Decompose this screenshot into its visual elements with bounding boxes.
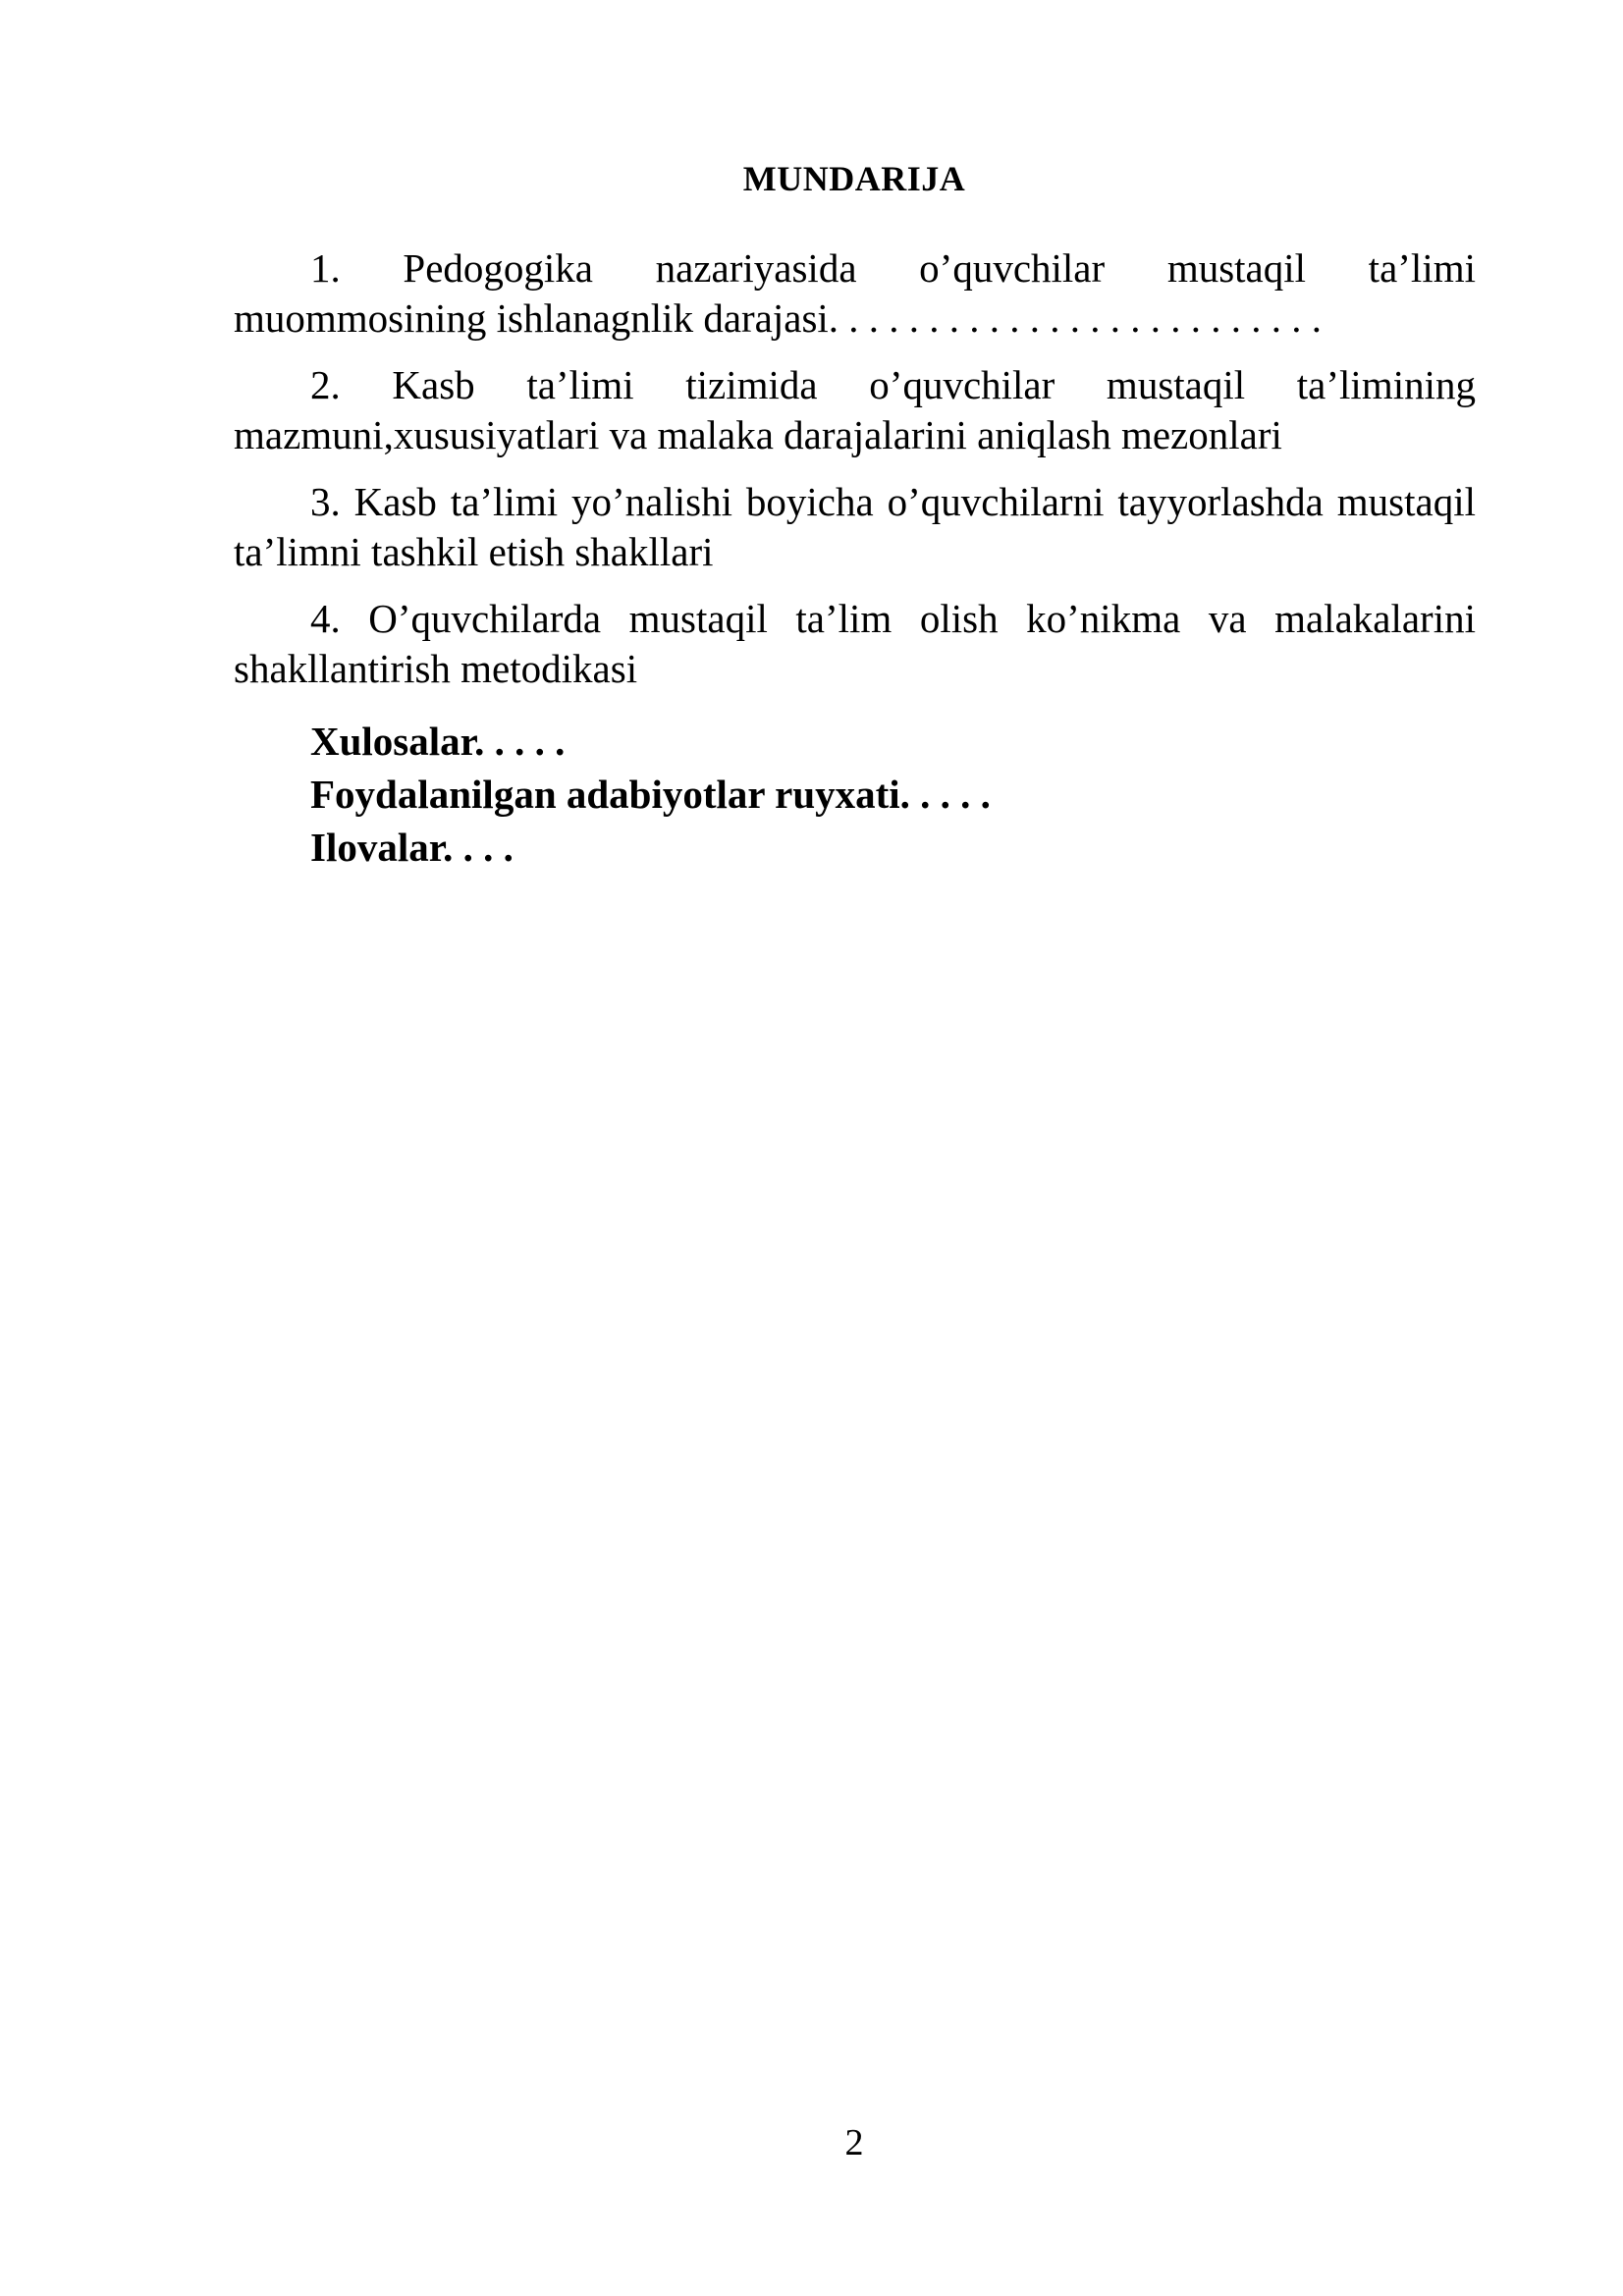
toc-item-1: 1. Pedogogika nazariyasida o’quvchilar mustaqil ta’limi muommosining ishlanagnlik darajasi. . . . . . . . . . . . . . . . . . . . . . . . . [234,245,1476,341]
references-entry: Foydalanilgan adabiyotlar ruyxati. . . . . [310,772,991,817]
page-number: 2 [844,2122,864,2163]
table-of-contents [234,243,1476,711]
end-sections-list [310,715,991,874]
toc-item-3: 3. Kasb ta’limi yo’nalishi boyicha o’quvchilarni tayyorlashda mustaqil ta’limni tashkil etish shakllari [234,479,1476,574]
conclusions-entry: Xulosalar. . . . . [310,719,566,764]
toc-item-4: 4. O’quvchilarda mustaqil ta’lim olish ko’nikma va malakalarini shakllantirish metodikasi [234,596,1476,691]
toc-item-2: 2. Kasb ta’limi tizimida o’quvchilar mustaqil ta’limining mazmuni,xususiyatlari va malaka darajalarini aniqlash mezonlari [234,362,1476,457]
page-title: MUNDARIJA [742,159,966,198]
appendices-entry: Ilovalar. . . . [310,825,514,870]
